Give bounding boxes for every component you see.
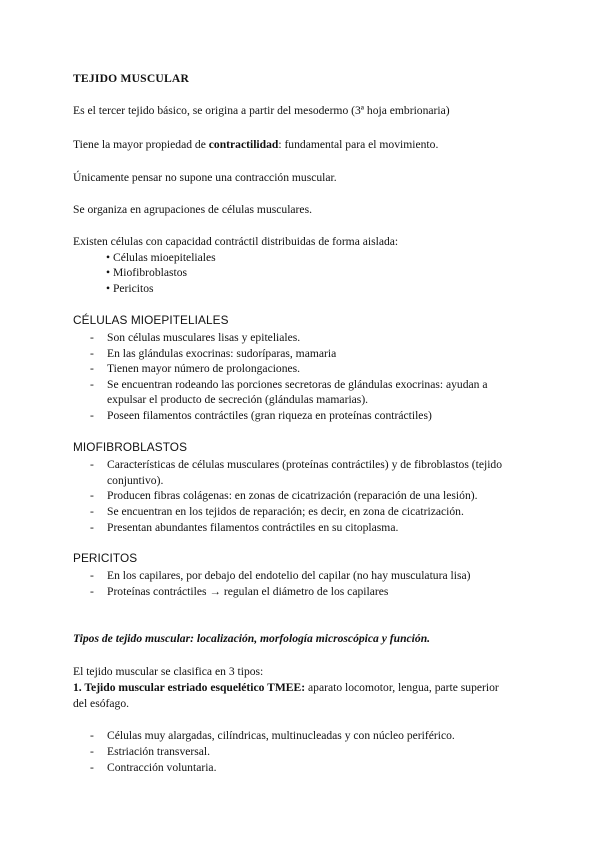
list-item: • Pericitos <box>106 282 154 295</box>
tipo-1-line: 1. Tejido muscular estriado esquelético TMEE: aparato locomotor, lengua, parte superior <box>73 681 499 694</box>
list-item: • Células mioepiteliales <box>106 251 216 264</box>
document-page: TEJIDO MUSCULAR Es el tercer tejido básico, se origina a partir del mesodermo (3ª hoja embrionaria) Tiene la mayor propiedad de contractilidad: fundamental para el movimiento. Únicamente pensar no supone una contracción muscular. Se organiza en agrupaciones de células musculares. Existen células con capacidad contráctil distribuidas de forma aislada: • Células mioepiteliales • Miofibroblastos • Pericitos CÉLULAS MIOEPITELIALES - Son células musculares lisas y epiteliales. - En las glándulas exocrinas: sudoríparas, mamaria - Tienen mayor número de prolongaciones. - Se encuentran rodeando las porciones secretoras de glándulas exocrinas: ayudan a expulsar el producto de secreción (glándulas mamarias). - Poseen filamentos contráctiles (gran riqueza en proteínas contráctiles) MIOFIBROBLASTOS - Características de células musculares (proteínas contráctiles) y de fibroblastos (tejido conjuntivo). - Producen fibras colágenas: en zonas de cicatrización (reparación de una lesión). - Se encuentran en los tejidos de reparación; es decir, en zona de cicatrización. - Presentan abundantes filamentos contráctiles en su citoplasma. PERICITOS - En los capilares, por debajo del endotelio del capilar (no hay musculatura lisa) - Proteínas contráctiles → regulan el diámetro de los capilares Tipos de tejido muscular: localización, morfología microscópica y función. El tejido muscular se clasifica en 3 tipos: 1. Tejido muscular estriado esquelético TMEE: aparato locomotor, lengua, parte superior del esófago. - Células muy alargadas, cilíndricas, multinucleadas y con núcleo periférico. - Estriación transversal. - Contracción voluntaria. <box>73 72 503 774</box>
document-title: TEJIDO MUSCULAR <box>73 72 190 85</box>
list-item: • Miofibroblastos <box>106 266 188 279</box>
section-heading-miofibroblastos: MIOFIBROBLASTOS <box>73 440 188 454</box>
tipo-1-continuation: del esófago. <box>73 697 130 710</box>
intro-paragraph-1: Es el tercer tejido básico, se origina a partir del mesodermo (3ª hoja embrionaria) <box>73 104 450 117</box>
section-heading-mioepiteliales: CÉLULAS MIOEPITELIALES <box>73 313 229 327</box>
tipos-intro: El tejido muscular se clasifica en 3 tipos: <box>73 665 264 678</box>
intro-paragraph-4: Se organiza en agrupaciones de células musculares. <box>73 203 312 216</box>
intro-paragraph-5: Existen células con capacidad contráctil distribuidas de forma aislada: <box>73 235 399 248</box>
section-heading-pericitos: PERICITOS <box>73 551 138 565</box>
intro-paragraph-3: Únicamente pensar no supone una contracción muscular. <box>73 171 337 184</box>
contractilidad-term: contractilidad <box>208 138 279 151</box>
section-heading-tipos: Tipos de tejido muscular: localización, morfología microscópica y función. <box>73 632 431 645</box>
intro-paragraph-2: Tiene la mayor propiedad de contractilidad: fundamental para el movimiento. <box>73 138 439 151</box>
